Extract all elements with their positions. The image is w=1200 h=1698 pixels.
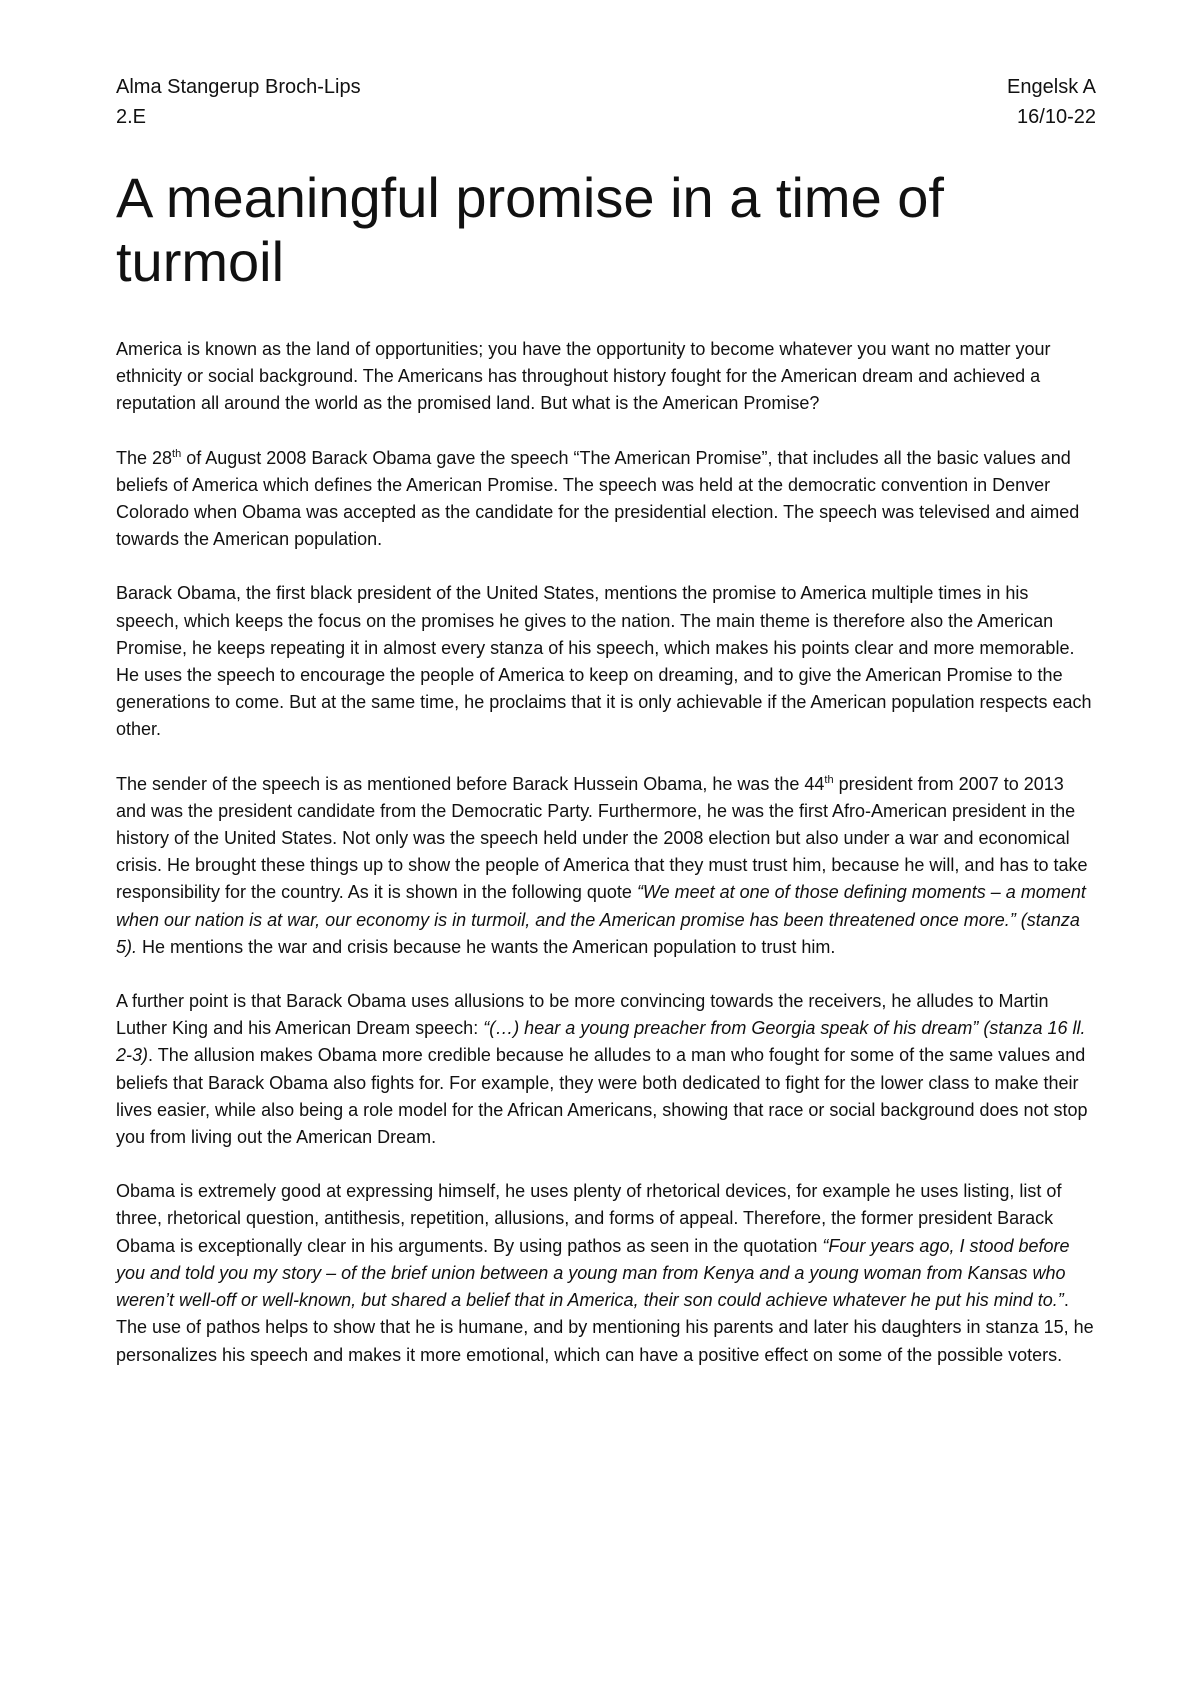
document-title: A meaningful promise in a time of turmoil [116, 166, 944, 293]
paragraph-sender [116, 771, 1096, 961]
quote-text: “We meet at one of those defining moments – a moment when our nation is at war, our economy is in turmoil, and the American promise has been threatened once more.” (stanza 5). [116, 882, 1086, 957]
paragraph-text: America is known as the land of opportunities; you have the opportunity to become whatever you want no matter your ethnicity or social background. The Americans has throughout history fought for the American dream and achieved a reputation all around the world as the promised land. But what is the American Promise? [116, 339, 1051, 414]
paragraph-text: . The use of pathos helps to show that he is humane, and by mentioning his parents and later his daughters in stanza 15, he personalizes his speech and makes it more emotional, which can have a positive effect on some of the possible voters. [116, 1290, 1094, 1365]
date-label: 16/10-22 [1017, 106, 1096, 128]
paragraph-text: . The allusion makes Obama more credible because he alludes to a man who fought for some of the same values and beliefs that Barack Obama also fights for. For example, they were both dedicated to fight for the lower class to make their lives easier, while also being a role model for the African Americans, showing that race or social background does not stop you from living out the American Dream. [116, 1045, 1088, 1148]
paragraph-rhetoric [116, 1178, 1096, 1368]
header-right [1007, 72, 1096, 132]
paragraph-speech-context [116, 445, 1096, 554]
header-left [116, 72, 361, 132]
paragraph-theme [116, 580, 1096, 743]
paragraph-intro [116, 336, 1096, 418]
paragraph-text: The 28 [116, 447, 173, 468]
paragraph-text: The sender of the speech is as mentioned before Barack Hussein Obama, he was the 44 [116, 773, 825, 794]
paragraph-text: Obama is extremely good at expressing himself, he uses plenty of rhetorical devices, for example he uses listing, list of three, rhetorical question, antithesis, repetition, allusions, and forms of appeal. Therefore, the former president Barack Obama is exceptionally clear in his arguments. By using pathos as seen in the quotation [116, 1181, 1062, 1256]
quote-text: “Four years ago, I stood before you and told you my story – of the brief union between a young man from Kenya and a young woman from Kansas who weren’t well-off or well-known, but shared a belief that in America, their son could achieve whatever he put his mind to.” [116, 1235, 1070, 1311]
quote-text: “(…) hear a young preacher from Georgia speak of his dream” (stanza 16 ll. 2-3) [116, 1018, 1086, 1066]
subject-label: Engelsk A [1007, 76, 1096, 98]
paragraph-text: of August 2008 Barack Obama gave the speech “The American Promise”, that includes all the basic values and beliefs of America which defines the American Promise. The speech was held at the democratic convention in Denver Colorado when Obama was accepted as the candidate for the presidential election. The speech was televised and aimed towards the American population. [116, 447, 1080, 550]
paragraph-allusions [116, 988, 1096, 1151]
document-page [116, 72, 1096, 1396]
class-label: 2.E [116, 106, 147, 128]
ordinal-suffix: th [172, 447, 182, 460]
document-body [116, 336, 1096, 1369]
ordinal-suffix: th [824, 773, 834, 786]
paragraph-text: A further point is that Barack Obama uses allusions to be more convincing towards the receivers, he alludes to Martin Luther King and his American Dream speech: [116, 991, 1049, 1039]
document-header [116, 72, 1096, 132]
paragraph-text: He mentions the war and crisis because he wants the American population to trust him. [137, 936, 836, 957]
paragraph-text: Barack Obama, the first black president of the United States, mentions the promise to America multiple times in his speech, which keeps the focus on the promises he gives to the nation. The main theme is therefore also the American Promise, he keeps repeating it in almost every stanza of his speech, which makes his points clear and more memorable. He uses the speech to encourage the people of America to keep on dreaming, and to give the American Promise to the generations to come. But at the same time, he proclaims that it is only achievable if the American population respects each other. [116, 583, 1092, 740]
paragraph-text: president from 2007 to 2013 and was the president candidate from the Democratic Party. Furthermore, he was the first Afro-American president in the history of the United States. Not only was the speech held under the 2008 election but also under a war and economical crisis. He brought these things up to show the people of America that they must trust him, because he will, and has to take responsibility for the country. As it is shown in the following quote [116, 773, 1088, 903]
author-name: Alma Stangerup Broch-Lips [116, 76, 361, 98]
